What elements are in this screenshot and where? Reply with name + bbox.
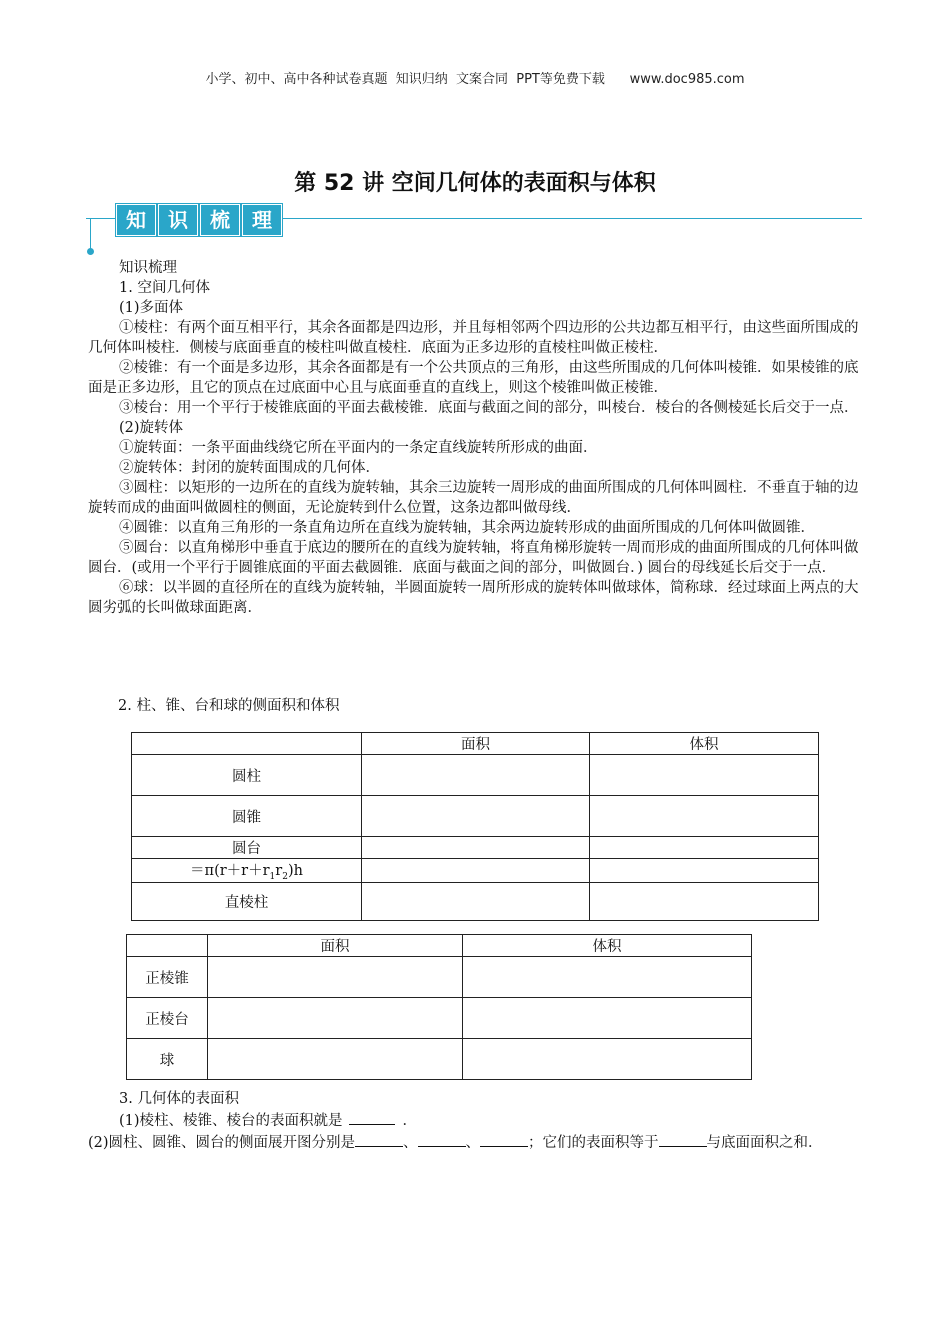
paragraph-cylinder: ③圆柱：以矩形的一边所在的直线为旋转轴，其余三边旋转一周形成的曲面所围成的几何体叫圆柱．不垂直于轴的边旋转而成的曲面叫做圆柱的侧面，无论旋转到什么位置，这条边都叫做母线． bbox=[88, 480, 859, 516]
banner-badge bbox=[116, 204, 282, 236]
separator: 、 bbox=[403, 1135, 418, 1151]
banner-char: 理 bbox=[242, 204, 282, 236]
table-cylinder-cone-frustum bbox=[131, 732, 819, 921]
table-cell bbox=[463, 1039, 752, 1080]
table-cell bbox=[362, 859, 590, 883]
question-2-end: 与底面面积之和． bbox=[706, 1135, 823, 1151]
section1-body bbox=[88, 258, 866, 618]
paragraph-cone: ④圆锥：以直角三角形的一条直角边所在直线为旋转轴，其余两边旋转形成的曲面所围成的几何体叫做圆锥． bbox=[119, 520, 815, 536]
page-title: 第 52 讲 空间几何体的表面积与体积 bbox=[294, 171, 656, 196]
table-cell-formula bbox=[132, 859, 362, 883]
formula-part: ＝π(r＋r＋r bbox=[190, 863, 270, 879]
banner-char: 知 bbox=[116, 204, 156, 236]
section2-heading: 2. 柱、锥、台和球的侧面积和体积 bbox=[118, 698, 340, 714]
table-cell-frustum: 圆台 bbox=[132, 837, 362, 859]
table-header-area: 面积 bbox=[362, 733, 590, 755]
answer-blank bbox=[480, 1132, 528, 1147]
table-cell bbox=[362, 796, 590, 837]
table-cell bbox=[362, 755, 590, 796]
paragraph-pyramid: ②棱锥：有一个面是多边形，其余各面都是有一个公共顶点的三角形，由这些所围成的几何体叫棱锥．如果棱锥的底面是正多边形，且它的顶点在过底面中心且与底面垂直的直线上，则这个棱锥叫做正棱锥． bbox=[88, 360, 859, 396]
paragraph-sphere: ⑥球：以半圆的直径所在的直线为旋转轴，半圆面旋转一周所形成的旋转体叫做球体，简称球．经过球面上两点的大圆劣弧的长叫做球面距离． bbox=[88, 580, 859, 616]
table-cell-regular-pyramid: 正棱锥 bbox=[127, 957, 208, 998]
page-header: 小学、初中、高中各种试卷真题 知识归纳 文案合同 PPT等免费下载 www.doc985.com bbox=[205, 72, 745, 87]
answer-blank bbox=[659, 1132, 707, 1147]
table-cell-sphere: 球 bbox=[127, 1039, 208, 1080]
table-cell bbox=[208, 1039, 463, 1080]
table-cell bbox=[208, 957, 463, 998]
subheading-spatial-solids: 1. 空间几何体 bbox=[119, 280, 210, 296]
paragraph-frustum: ③棱台：用一个平行于棱锥底面的平面去截棱锥．底面与截面之间的部分，叫棱台．棱台的各侧棱延长后交于一点． bbox=[119, 400, 859, 416]
table-header-area: 面积 bbox=[208, 935, 463, 957]
table-pyramid-frustum-sphere bbox=[126, 934, 752, 1080]
table-row bbox=[127, 935, 752, 957]
paragraph-surface-of-revolution: ①旋转面：一条平面曲线绕它所在平面内的一条定直线旋转所形成的曲面． bbox=[119, 440, 598, 456]
separator: 、 bbox=[465, 1135, 481, 1151]
section1-heading: 知识梳理 bbox=[119, 260, 177, 276]
answer-blank bbox=[355, 1132, 403, 1147]
table-cell-regular-frustum: 正棱台 bbox=[127, 998, 208, 1039]
table-cell bbox=[132, 733, 362, 755]
formula-part: r bbox=[275, 863, 283, 879]
section-banner bbox=[86, 204, 866, 254]
banner-char: 梳 bbox=[200, 204, 240, 236]
formula-part: )h bbox=[287, 863, 303, 879]
formula-subscript: 1 bbox=[269, 871, 276, 882]
table-cell bbox=[590, 755, 819, 796]
table-cell bbox=[590, 796, 819, 837]
table-header-volume: 体积 bbox=[590, 733, 819, 755]
answer-blank bbox=[418, 1132, 466, 1147]
table-row bbox=[132, 796, 819, 837]
separator: ； bbox=[528, 1135, 543, 1151]
table-cell-cone: 圆锥 bbox=[132, 796, 362, 837]
question-1-end: ． bbox=[402, 1113, 418, 1129]
table-row bbox=[132, 859, 819, 883]
table-cell bbox=[463, 998, 752, 1039]
table-row bbox=[132, 755, 819, 796]
table-row bbox=[132, 837, 819, 859]
paragraph-prism: ①棱柱：有两个面互相平行，其余各面都是四边形，并且每相邻两个四边形的公共边都互相平行，由这些面所围成的几何体叫棱柱．侧棱与底面垂直的棱柱叫做直棱柱．底面为正多边形的直棱柱叫做正棱柱． bbox=[88, 320, 859, 356]
question-2 bbox=[88, 1132, 866, 1154]
table-cell bbox=[208, 998, 463, 1039]
formula-subscript: 2 bbox=[282, 871, 288, 882]
table-cell bbox=[362, 837, 590, 859]
table-row bbox=[127, 957, 752, 998]
question-2-mid: 它们的表面积等于 bbox=[542, 1135, 659, 1151]
section3-heading: 3. 几何体的表面积 bbox=[119, 1091, 239, 1107]
table-cell bbox=[463, 957, 752, 998]
table-cell-right-prism: 直棱柱 bbox=[132, 882, 362, 920]
question-1 bbox=[88, 1110, 866, 1132]
table-row bbox=[132, 733, 819, 755]
table-row bbox=[127, 1039, 752, 1080]
table-cell bbox=[590, 859, 819, 883]
subheading-solids-of-revolution: (2)旋转体 bbox=[119, 420, 184, 436]
question-1-text: (1)棱柱、棱锥、棱台的表面积就是 bbox=[119, 1113, 343, 1129]
table-row bbox=[132, 882, 819, 920]
paragraph-truncated-cone: ⑤圆台：以直角梯形中垂直于底边的腰所在的直线为旋转轴，将直角梯形旋转一周而形成的曲面所围成的几何体叫做圆台．(或用一个平行于圆锥底面的平面去截圆锥．底面与截面之间的部分，叫做圆台．) 圆台的母线延长后交于一点． bbox=[88, 540, 859, 576]
section3-body bbox=[88, 1088, 866, 1154]
paragraph-solid-of-revolution: ②旋转体：封闭的旋转面围成的几何体． bbox=[119, 460, 380, 476]
question-2-text: (2)圆柱、圆锥、圆台的侧面展开图分别是 bbox=[88, 1135, 356, 1151]
table-cell bbox=[362, 882, 590, 920]
banner-dot bbox=[87, 248, 94, 255]
table-cell bbox=[590, 837, 819, 859]
banner-char: 识 bbox=[158, 204, 198, 236]
table-cell-cylinder: 圆柱 bbox=[132, 755, 362, 796]
answer-blank bbox=[349, 1110, 395, 1125]
table-cell bbox=[127, 935, 208, 957]
table-header-volume: 体积 bbox=[463, 935, 752, 957]
table-cell bbox=[590, 882, 819, 920]
banner-vertical-line bbox=[90, 218, 91, 252]
table-row bbox=[127, 998, 752, 1039]
subheading-polyhedra: (1)多面体 bbox=[119, 300, 184, 316]
